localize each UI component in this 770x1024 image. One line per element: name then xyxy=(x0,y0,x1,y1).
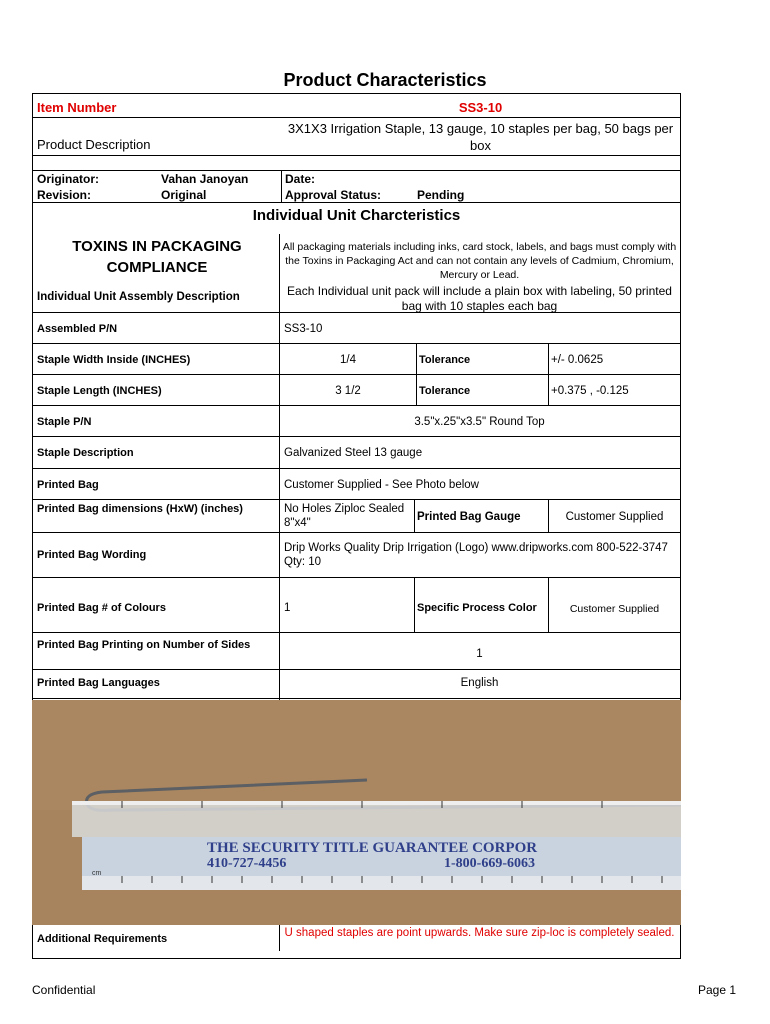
bag-colours-value: 1 xyxy=(284,602,291,614)
bag-dimensions-value: No Holes Ziploc Sealed 8"x4" xyxy=(284,503,405,529)
width-tolerance-value: +/- 0.0625 xyxy=(551,354,604,366)
length-tolerance-value: +0.375 , -0.125 xyxy=(551,385,629,397)
staple-pn-value: 3.5"x.25"x3.5" Round Top xyxy=(414,416,545,428)
originator-value: Vahan Janoyan xyxy=(161,172,249,186)
revision-label: Revision: xyxy=(37,188,92,202)
assembled-pn-label: Assembled P/N xyxy=(37,323,118,335)
assembly-text: Each Individual unit pack will include a plain box with labeling, 50 printed bag with 10 staples each bag xyxy=(287,284,672,313)
staple-description-value: Galvanized Steel 13 gauge xyxy=(284,447,423,459)
footer-page-number: Page 1 xyxy=(698,983,737,997)
product-description-value: 3X1X3 Irrigation Staple, 13 gauge, 10 staples per bag, 50 bags per box xyxy=(287,121,674,153)
footer-confidential: Confidential xyxy=(32,983,96,997)
staple-width-value: 1/4 xyxy=(340,354,356,366)
revision-value: Original xyxy=(161,188,207,202)
width-tolerance-label: Tolerance xyxy=(419,354,471,366)
staple-description-label: Staple Description xyxy=(37,447,134,459)
item-number-value: SS3-10 xyxy=(458,100,503,115)
bag-gauge-label: Printed Bag Gauge xyxy=(417,511,521,523)
bag-gauge-value: Customer Supplied xyxy=(565,511,664,523)
staple-ruler-photo xyxy=(32,700,681,925)
printing-sides-label: Printed Bag Printing on Number of Sides xyxy=(37,639,251,651)
bag-languages-label: Printed Bag Languages xyxy=(37,677,160,689)
page-title: Product Characteristics xyxy=(283,70,487,90)
process-color-value: Customer Supplied xyxy=(569,603,660,615)
originator-label: Originator: xyxy=(37,172,99,186)
ruler-company-text: THE SECURITY TITLE GUARANTEE CORPOR xyxy=(207,840,538,856)
bag-languages-value: English xyxy=(460,677,499,689)
bag-wording-value: Drip Works Quality Drip Irrigation (Logo) www.dripworks.com 800-522-3747 Qty: 10 xyxy=(284,542,668,568)
item-number-label: Item Number xyxy=(37,100,117,115)
bag-wording-label: Printed Bag Wording xyxy=(37,549,147,561)
ruler-cm-label: cm xyxy=(92,870,102,877)
assembly-label: Individual Unit Assembly Description xyxy=(37,291,240,303)
process-color-label: Specific Process Color xyxy=(417,602,537,614)
bag-colours-label: Printed Bag # of Colours xyxy=(37,602,166,614)
product-description-label: Product Description xyxy=(37,137,151,152)
approval-status-label: Approval Status: xyxy=(285,188,382,202)
bag-dimensions-label: Printed Bag dimensions (HxW) (inches) xyxy=(37,503,243,515)
additional-requirements-label: Additional Requirements xyxy=(37,933,168,945)
length-tolerance-label: Tolerance xyxy=(419,385,471,397)
printed-bag-value: Customer Supplied - See Photo below xyxy=(284,479,479,491)
ruler-phone-2: 1-800-669-6063 xyxy=(444,856,535,871)
printing-sides-value: 1 xyxy=(476,648,483,660)
staple-width-label: Staple Width Inside (INCHES) xyxy=(37,354,191,366)
printed-bag-label: Printed Bag xyxy=(37,479,99,491)
additional-requirements-text: U shaped staples are point upwards. Make sure zip-loc is completely sealed. xyxy=(284,927,675,939)
toxins-text: All packaging materials including inks, card stock, labels, and bags must comply with the Toxins in Packaging Act and can not contain any levels of Cadmium, Chromium, Mercury or Lead. xyxy=(282,241,677,281)
date-label: Date: xyxy=(285,172,316,186)
staple-length-label: Staple Length (INCHES) xyxy=(37,385,162,397)
staple-length-value: 3 1/2 xyxy=(335,385,361,397)
assembled-pn-value: SS3-10 xyxy=(284,323,323,335)
ruler-phone-1: 410-727-4456 xyxy=(207,856,287,871)
staple-photo-illustration xyxy=(32,700,681,925)
staple-pn-label: Staple P/N xyxy=(37,416,92,428)
section-title: Individual Unit Charcteristics xyxy=(252,207,461,224)
approval-status-value: Pending xyxy=(417,188,465,202)
toxins-label: TOXINS IN PACKAGING COMPLIANCE xyxy=(72,238,242,276)
